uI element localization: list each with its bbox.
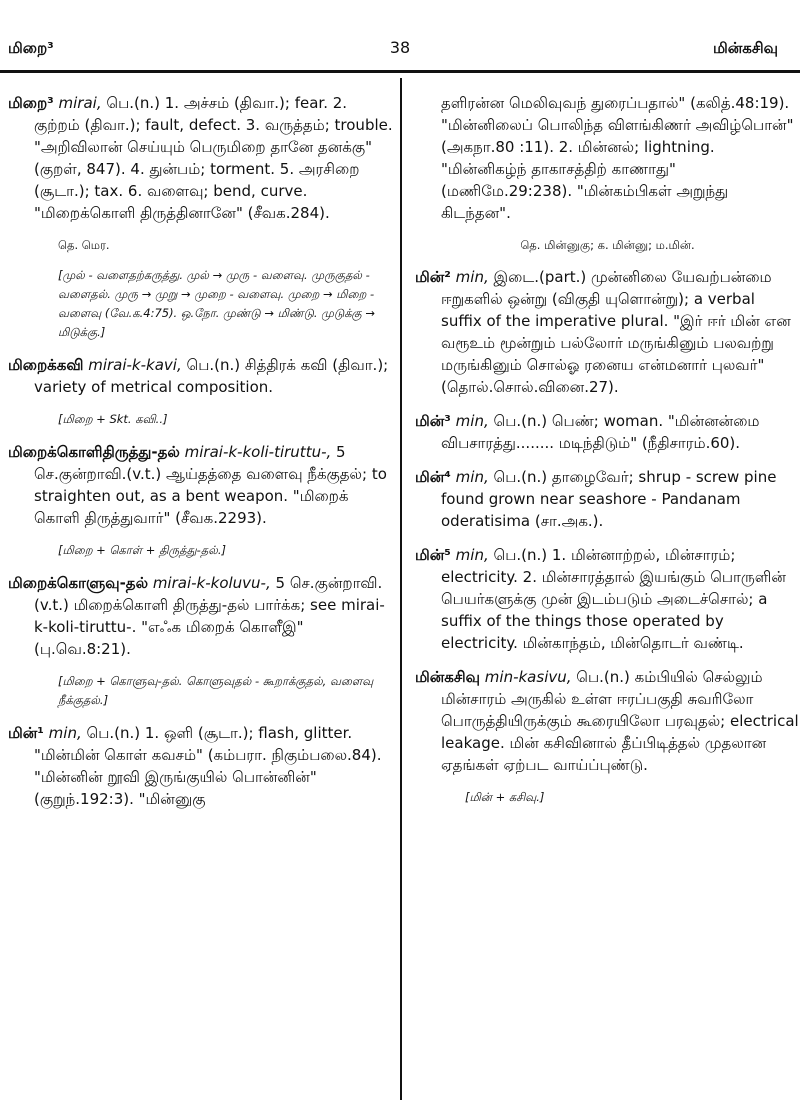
dictionary-entry bbox=[8, 354, 393, 398]
entry-continuation bbox=[415, 92, 800, 224]
etymology-note: [மிறை + Skt. கவி..] bbox=[58, 412, 168, 426]
transliteration: min, bbox=[455, 468, 489, 486]
headword: மிறைக்கொளுவு-தல் bbox=[8, 574, 149, 592]
definition: பெ.(n.) 1. அச்சம் (திவா.); fear. 2. குற்றம் (திவா.); fault, defect. 3. வருத்தம்; trouble. "அறிவிலான் செய்யும் பெருமிறை தானே தனக்கு" (குறள், 847). 4. துன்பம்; torment. 5. அரசிறை (சூடா.); tax. 6. வளைவு; bend, curve. "மிறைக்கொளி திருத்தினானே" (சீவக.284). bbox=[34, 94, 393, 222]
dictionary-entry bbox=[415, 410, 800, 454]
transliteration: mirai-k-koluvu-, bbox=[152, 574, 271, 592]
etymology-note: [முல் - வளைதற்கருத்து. முல் → முரு - வளைவு. முருகுதல் - வளைதல். முரு → முறு → முறை - வளைவு. முறை → மிறை - வளைவு (வே.க.4:75). ஒ.நோ. முண்டு → மிண்டு. முடுக்கு → மிடுக்கு.] bbox=[58, 268, 376, 339]
header-rule bbox=[0, 70, 800, 73]
etymology-note: [மின் + கசிவு.] bbox=[465, 790, 545, 804]
dictionary-entry bbox=[8, 441, 393, 529]
etymology-note: [மிறை + கொள் + திருத்து-தல்.] bbox=[58, 543, 226, 557]
transliteration: min, bbox=[455, 546, 489, 564]
headword: மின்³ bbox=[415, 412, 451, 430]
right-column bbox=[415, 92, 800, 819]
headword: மிறைக்கவி bbox=[8, 356, 84, 374]
cognates: தெ. மின்னுகு; க. மின்னு; ம.மின். bbox=[520, 238, 695, 252]
dictionary-entry bbox=[8, 572, 393, 660]
transliteration: min-kasivu, bbox=[484, 668, 572, 686]
headword: மின்¹ bbox=[8, 724, 44, 742]
definition: பெ.(n.) 1. மின்னாற்றல், மின்சாரம்; electricity. 2. மின்சாரத்தால் இயங்கும் பொருளின் பெயர்களுக்கு முன் இடம்படும் அடைச்சொல்; a suffix of the things those operated by electricity. மின்காந்தம், மின்தொடர் வண்டி. bbox=[441, 546, 786, 652]
definition: பெ.(n.) கம்பியில் செல்லும் மின்சாரம் அருகில் உள்ள ஈரப்பகுதி சுவரிலோ பொருத்தியிருக்கும் கூரையிலோ பரவுதல்; electrical leakage. மின் கசிவினால் தீப்பிடித்தல் முதலான ஏதங்கள் ஏற்பட வாய்ப்புண்டு. bbox=[441, 668, 799, 774]
header-left-guideword: மிறை³ bbox=[8, 39, 54, 57]
transliteration: min, bbox=[455, 268, 489, 286]
transliteration: min, bbox=[48, 724, 82, 742]
headword: மின்கசிவு bbox=[415, 668, 481, 686]
definition: இடை.(part.) முன்னிலை யேவற்பன்மை ஈறுகளில் ஒன்று (விகுதி யுளொன்று); a verbal suffix of the imperative plural. "இர் ஈர் மின் என வரூஉம் மூன்றும் பல்லோர் மருங்கினும் பலவற்று மருங்கினும் சொல்ஓ ரனைய என்மனார் புலவர்" (தொல்.சொல்.வினை.27). bbox=[441, 268, 791, 396]
transliteration: mirai, bbox=[58, 94, 102, 112]
transliteration: min, bbox=[455, 412, 489, 430]
definition: பெ.(n.) சித்திரக் கவி (திவா.); variety of metrical composition. bbox=[34, 356, 389, 396]
dictionary-entry bbox=[8, 722, 393, 810]
definition: தளிரன்ன மெலிவுவந் துரைப்பதால்" (கலித்.48:19). "மின்னிலைப் பொலிந்த விளங்கிணர் அவிழ்பொன்" (அகநா.80 :11). 2. மின்னல்; lightning. "மின்னிகழ்ந் தாகாசத்திற் காணாது" (மணிமே.29:238). "மின்கம்பிகள் அறுந்து கிடந்தன". bbox=[441, 94, 794, 222]
headword: மிறைக்கொளிதிருத்து-தல் bbox=[8, 443, 180, 461]
definition: பெ.(n.) 1. ஒளி (சூடா.); flash, glitter. "மின்மின் கொள் கவசம்" (கம்பரா. நிகும்பலை.84). "மின்னின் றூவி இருங்குயில் பொன்னின்" (குறுந்.192:3). "மின்னுகு bbox=[34, 724, 382, 808]
page-number: 38 bbox=[389, 38, 411, 57]
headword: மின்⁵ bbox=[415, 546, 451, 564]
dictionary-entry bbox=[8, 92, 393, 224]
definition: பெ.(n.) தாழைவேர்; shrup - screw pine found grown near seashore - Pandanam oderatisima (சா.அக.). bbox=[441, 468, 777, 530]
column-divider bbox=[400, 78, 402, 1100]
dictionary-entry bbox=[415, 666, 800, 776]
definition: 5 செ.குன்றாவி.(v.t.) ஆய்தத்தை வளைவு நீக்குதல்; to straighten out, as a bent weapon. "மிறைக் கொளி திருத்துவார்" (சீவக.2293). bbox=[34, 443, 387, 527]
headword: மிறை³ bbox=[8, 94, 54, 112]
dictionary-entry bbox=[415, 266, 800, 398]
cognates: தெ. மெர. bbox=[58, 238, 110, 252]
definition: பெ.(n.) பெண்; woman. "மின்னன்மை விபசாரத்து........ மடிந்திடும்" (நீதிசாரம்.60). bbox=[441, 412, 760, 452]
dictionary-entry bbox=[415, 466, 800, 532]
transliteration: mirai-k-koli-tiruttu-, bbox=[184, 443, 332, 461]
headword: மின்² bbox=[415, 268, 451, 286]
dictionary-entry bbox=[415, 544, 800, 654]
header-right-guideword: மின்கசிவு bbox=[712, 39, 778, 57]
headword: மின்⁴ bbox=[415, 468, 451, 486]
left-column bbox=[8, 92, 393, 822]
transliteration: mirai-k-kavi, bbox=[88, 356, 182, 374]
definition: 5 செ.குன்றாவி.(v.t.) மிறைக்கொளி திருத்து-தல் பார்க்க; see mirai-k-koli-tiruttu-. "எஃக மிறைக் கொளீஇ" (பு.வெ.8:21). bbox=[34, 574, 385, 658]
etymology-note: [மிறை + கொளுவு-தல். கொளுவுதல் - கூறாக்குதல், வளைவு நீக்குதல்.] bbox=[58, 674, 374, 707]
